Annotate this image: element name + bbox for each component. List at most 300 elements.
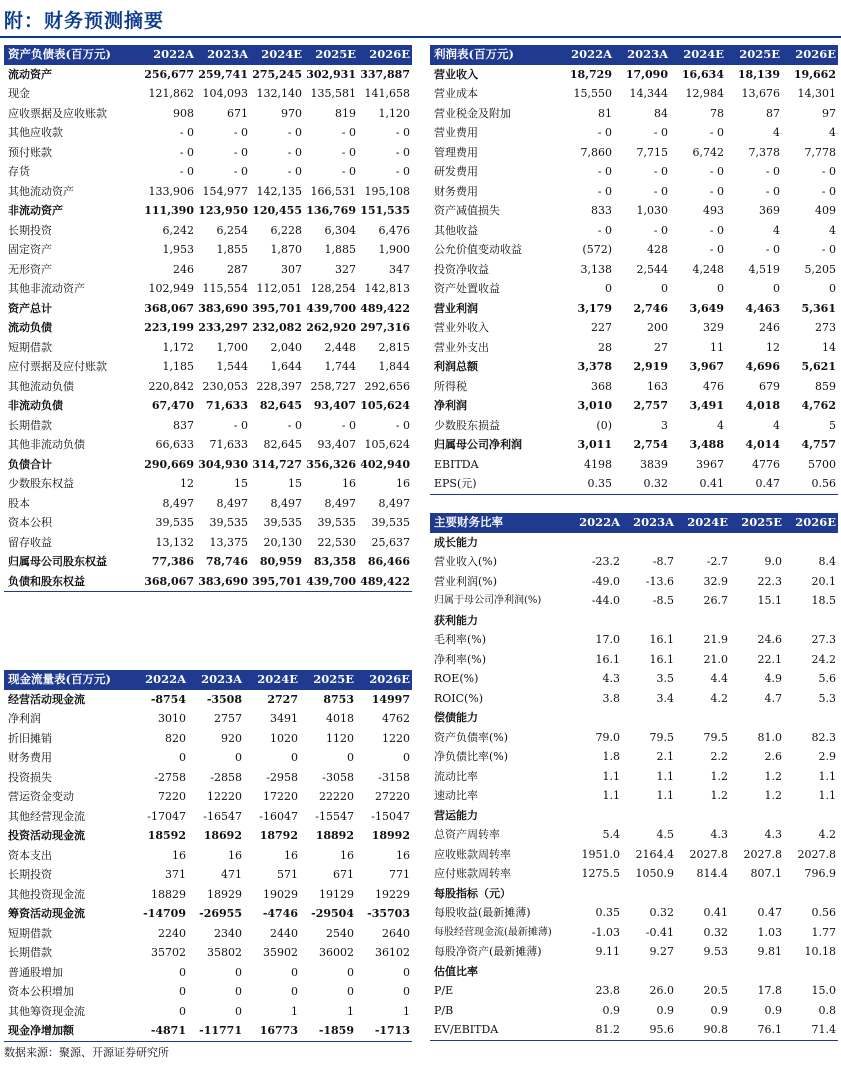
cell-value: 2027.8 — [743, 847, 782, 861]
cell-value: 7,778 — [804, 145, 836, 159]
cell-value: 814.4 — [696, 867, 728, 880]
cell-value: 4,018 — [745, 399, 780, 412]
cell-value: - 0 — [341, 165, 356, 178]
table-row — [4, 904, 412, 924]
cell-value: 1,870 — [270, 243, 302, 256]
cell-value: - 0 — [395, 418, 410, 432]
row-label: 存货 — [8, 165, 30, 178]
cell-value: 9.81 — [757, 945, 782, 958]
cell-value: 6,476 — [378, 223, 410, 237]
row-label: 财务费用 — [8, 751, 52, 764]
cell-value — [622, 806, 676, 826]
cell-value: 3,649 — [689, 301, 724, 315]
cell-value: 1,120 — [378, 106, 410, 120]
cell-value: 19029 — [263, 887, 298, 901]
cell-value: 5700 — [808, 457, 836, 471]
cell-value: 8,497 — [324, 496, 356, 510]
cell-value: - 0 — [821, 165, 836, 178]
table-row — [430, 65, 838, 85]
table-row — [430, 942, 838, 962]
cell-value: 20.5 — [703, 984, 728, 997]
row-label: 其他筹资现金流 — [8, 1004, 85, 1018]
cell-value: 0 — [291, 965, 298, 979]
table-header-row — [430, 513, 838, 533]
cell-value: 79.5 — [703, 730, 728, 744]
cell-value: 18992 — [371, 829, 410, 842]
cell-value: 16 — [342, 477, 356, 490]
cell-value — [676, 533, 730, 553]
table-row — [4, 377, 412, 397]
column-header: 2025E — [300, 670, 356, 690]
cell-value: 2757 — [214, 712, 242, 725]
row-label: 应付票据及应付账款 — [8, 360, 107, 373]
cell-value: - 0 — [287, 418, 302, 432]
row-label: 净利润 — [434, 399, 467, 412]
row-label: 营业利润(%) — [434, 574, 498, 588]
row-label: 流动资产 — [8, 67, 52, 81]
cell-value: 4,248 — [692, 262, 724, 276]
row-label: 营业收入 — [434, 67, 478, 81]
cell-value: 2640 — [382, 926, 410, 940]
cell-value: - 0 — [233, 145, 248, 159]
table-title: 现金流量表(百万元) — [4, 670, 132, 690]
cell-value: 18792 — [259, 829, 298, 842]
cell-value: 262,920 — [306, 321, 356, 334]
column-header: 2022A — [132, 670, 188, 690]
cell-value: 6,228 — [270, 223, 302, 237]
row-label: 获利能力 — [434, 613, 478, 627]
cell-value: 0.8 — [818, 1003, 836, 1017]
cell-value: 2240 — [158, 926, 186, 940]
cell-value: - 0 — [597, 126, 612, 139]
table-row — [4, 416, 412, 436]
cell-value: - 0 — [395, 165, 410, 178]
cell-value: 3.8 — [602, 691, 620, 705]
cell-value: 3.4 — [656, 691, 674, 705]
cell-value: 20,130 — [263, 535, 302, 549]
cell-value: 2540 — [326, 926, 354, 940]
row-label: 资本支出 — [8, 848, 52, 862]
cell-value: - 0 — [709, 184, 724, 198]
cell-value: 9.53 — [703, 945, 728, 958]
cell-value: 1.2 — [764, 769, 782, 783]
cell-value: 383,690 — [198, 301, 248, 315]
cell-value — [676, 806, 730, 826]
cell-value — [568, 962, 622, 982]
cell-value: 27220 — [375, 790, 410, 803]
cell-value: -2958 — [266, 770, 298, 784]
balance-grid — [4, 45, 412, 592]
row-label: 其他非流动负债 — [8, 438, 85, 451]
column-header: 2022A — [142, 45, 196, 65]
cell-value: 0.47 — [757, 906, 782, 919]
cell-value — [676, 884, 730, 904]
cell-value: 356,326 — [306, 457, 356, 471]
cell-value: -11771 — [188, 1021, 244, 1041]
table-row — [4, 826, 412, 846]
table-row — [4, 982, 412, 1002]
cell-value: - 0 — [233, 418, 248, 432]
table-row — [430, 240, 838, 260]
row-label: 营业外支出 — [434, 340, 489, 354]
row-label: 资本公积 — [8, 516, 52, 529]
cell-value: 2,040 — [270, 340, 302, 354]
cell-value: 0 — [403, 965, 410, 979]
cell-value: - 0 — [341, 418, 356, 432]
cell-value: 273 — [815, 321, 836, 334]
cell-value: 859 — [815, 379, 836, 393]
table-row — [4, 552, 412, 572]
cell-value: 476 — [703, 379, 724, 393]
cell-value: 200 — [647, 321, 668, 334]
cell-value: 1.1 — [656, 769, 674, 783]
cell-value: 1,953 — [162, 243, 194, 256]
cell-value: - 0 — [597, 165, 612, 178]
cell-value: 0 — [179, 1004, 186, 1018]
row-label: 负债合计 — [8, 457, 52, 471]
cell-value — [730, 611, 784, 631]
cell-value: 439,700 — [306, 301, 356, 315]
cell-value: 3,010 — [577, 399, 612, 412]
cell-value: 0 — [235, 1004, 242, 1018]
row-label: 无形资产 — [8, 262, 52, 276]
row-label: 普通股增加 — [8, 965, 63, 979]
cell-value: 1,744 — [324, 360, 356, 373]
cell-value: -1859 — [300, 1021, 356, 1041]
cell-value: - 0 — [765, 184, 780, 198]
cell-value: 1,030 — [636, 204, 668, 217]
row-label: 财务费用 — [434, 184, 478, 198]
cell-value: 81.2 — [568, 1020, 622, 1040]
row-label: 应收票据及应收账款 — [8, 106, 107, 120]
cell-value: 4.3 — [602, 672, 620, 685]
cell-value: 112,051 — [256, 282, 302, 295]
cell-value: 337,887 — [360, 67, 410, 81]
cell-value: 3967 — [696, 457, 724, 471]
cell-value: 22220 — [319, 790, 354, 803]
cell-value: 111,390 — [144, 204, 194, 217]
cell-value: 4762 — [382, 712, 410, 725]
cell-value: 23.8 — [595, 984, 620, 997]
cell-value: -13.6 — [645, 574, 674, 588]
cell-value: 395,701 — [250, 572, 304, 592]
cell-value: 220,842 — [148, 379, 194, 393]
cell-value: 2,754 — [633, 438, 668, 451]
table-row — [4, 338, 412, 358]
row-label: 资产减值损失 — [434, 204, 500, 217]
row-label: ROIC(%) — [434, 691, 484, 705]
table-row — [430, 318, 838, 338]
cell-value — [622, 884, 676, 904]
table-row — [4, 807, 412, 827]
cell-value: 383,690 — [196, 572, 250, 592]
cell-value: 833 — [591, 204, 612, 217]
cell-value: 0 — [235, 985, 242, 998]
row-label: 应收账款周转率 — [434, 847, 511, 861]
cell-value: -3508 — [206, 692, 242, 706]
row-label: 现金 — [8, 87, 30, 100]
cell-value: 4776 — [752, 457, 780, 471]
cell-value: 402,940 — [360, 457, 410, 471]
table-row — [430, 903, 838, 923]
cell-value: 90.8 — [676, 1020, 730, 1040]
cell-value: 8,497 — [270, 496, 302, 510]
cell-value: 796.9 — [804, 867, 836, 880]
cell-value: - 0 — [597, 184, 612, 198]
cell-value: 493 — [703, 204, 724, 217]
cell-value: 71,633 — [205, 399, 248, 412]
cell-value: 0.9 — [710, 1003, 728, 1017]
cell-value: -4746 — [262, 907, 298, 920]
table-header-row — [430, 45, 838, 65]
row-label: 少数股东损益 — [434, 418, 500, 432]
row-label: 每股净资产(最新摊薄) — [434, 945, 542, 958]
cell-value — [676, 962, 730, 982]
cell-value: 80,959 — [259, 555, 302, 568]
cell-value: 81 — [598, 106, 612, 120]
cell-value: 16773 — [244, 1021, 300, 1041]
row-label: 净利率(%) — [434, 652, 487, 666]
row-label: 其他非流动资产 — [8, 282, 85, 295]
table-row — [4, 104, 412, 124]
ratios-grid — [430, 513, 838, 1041]
cell-value: 0.32 — [614, 474, 670, 494]
cell-value: 79.5 — [649, 730, 674, 744]
cell-value — [568, 708, 622, 728]
cell-value: 3 — [661, 418, 668, 432]
cell-value: 3,488 — [689, 438, 724, 451]
row-label: 长期借款 — [8, 418, 52, 432]
cell-value: 3,491 — [689, 399, 724, 412]
cell-value: - 0 — [653, 184, 668, 198]
row-label: 资产总计 — [8, 301, 52, 315]
cell-value: - 0 — [821, 184, 836, 198]
cell-value: 5.6 — [818, 672, 836, 685]
cell-value: 128,254 — [310, 282, 356, 295]
section-row — [430, 806, 838, 826]
cell-value: 5,205 — [804, 262, 836, 276]
row-label: 估值比率 — [434, 964, 478, 978]
column-header: 2025E — [304, 45, 358, 65]
cell-value: 3491 — [270, 712, 298, 725]
cell-value: 15.0 — [811, 984, 836, 997]
cell-value: 4 — [773, 126, 780, 139]
cell-value: 489,422 — [358, 572, 412, 592]
cell-value — [730, 884, 784, 904]
table-row — [430, 104, 838, 124]
table-row — [4, 162, 412, 182]
row-label: 少数股东权益 — [8, 477, 74, 490]
table-row — [430, 299, 838, 319]
cell-value: 163 — [647, 379, 668, 393]
cell-value: 28 — [598, 340, 612, 354]
cell-value: - 0 — [395, 145, 410, 159]
cell-value — [568, 806, 622, 826]
cell-value: 4,757 — [801, 438, 836, 451]
row-label: 投资损失 — [8, 770, 52, 784]
cell-value — [622, 611, 676, 631]
row-label: 其他应收款 — [8, 126, 63, 139]
row-label: 总资产周转率 — [434, 828, 500, 841]
cell-value: - 0 — [653, 165, 668, 178]
cell-value — [784, 533, 838, 553]
row-label: 归属母公司净利润 — [434, 438, 522, 451]
cell-value: -3058 — [322, 770, 354, 784]
table-row — [430, 201, 838, 221]
cell-value: 133,906 — [148, 184, 194, 198]
table-row — [430, 864, 838, 884]
table-row — [4, 299, 412, 319]
table-row — [430, 357, 838, 377]
table-row — [4, 143, 412, 163]
table-row — [4, 885, 412, 905]
cell-value: 329 — [703, 321, 724, 334]
cell-value: 16.1 — [595, 652, 620, 666]
cell-value: -23.2 — [591, 555, 620, 568]
row-label: EPS(元) — [430, 474, 558, 494]
cell-value: 571 — [277, 868, 298, 881]
cell-value: 819 — [335, 106, 356, 120]
cell-value: 0 — [403, 751, 410, 764]
cell-value: 1.1 — [602, 789, 620, 802]
cell-value: 93,407 — [317, 438, 356, 451]
cell-value: 2.6 — [764, 750, 782, 763]
cell-value: 292,656 — [364, 379, 410, 393]
cell-value: 0.41 — [670, 474, 726, 494]
table-row — [4, 84, 412, 104]
table-row — [430, 923, 838, 943]
table-row — [430, 338, 838, 358]
cell-value: 16.1 — [649, 652, 674, 666]
cell-value: -16047 — [259, 809, 298, 823]
cell-value: - 0 — [709, 126, 724, 139]
row-label: 净利润 — [8, 712, 41, 725]
column-header: 2026E — [356, 670, 412, 690]
cell-value: 0.56 — [782, 474, 838, 494]
cell-value: 12,984 — [685, 87, 724, 100]
cell-value: 154,977 — [202, 184, 248, 198]
cell-value: (572) — [582, 243, 612, 256]
table-row — [4, 690, 412, 710]
cell-value: 304,930 — [198, 457, 248, 471]
section-row — [430, 962, 838, 982]
cell-value: 8.4 — [818, 555, 836, 568]
table-row — [430, 786, 838, 806]
cell-value: 287 — [227, 262, 248, 276]
cell-value: 0 — [661, 282, 668, 295]
table-row — [4, 65, 412, 85]
table-row — [4, 924, 412, 944]
cell-value: 0 — [347, 985, 354, 998]
cell-value: 228,397 — [256, 379, 302, 393]
cell-value: 1,644 — [270, 360, 302, 373]
row-label: 折旧摊销 — [8, 731, 52, 745]
cell-value: 233,297 — [198, 321, 248, 334]
cell-value: 82,645 — [259, 399, 302, 412]
column-header: 2023A — [614, 45, 670, 65]
cell-value: 0.9 — [602, 1003, 620, 1017]
cell-value: 135,581 — [310, 87, 356, 100]
cell-value: 0 — [347, 751, 354, 764]
cell-value: 2440 — [270, 926, 298, 940]
row-label: 投资净收益 — [434, 262, 489, 276]
cell-value: -2.7 — [706, 555, 728, 568]
cell-value: 230,053 — [202, 379, 248, 393]
cell-value: 39,535 — [317, 516, 356, 529]
row-label: 资本公积增加 — [8, 985, 74, 998]
row-label: 营业外收入 — [434, 321, 489, 334]
cell-value: - 0 — [597, 223, 612, 237]
column-header: 2024E — [670, 45, 726, 65]
cell-value: 1,544 — [216, 360, 248, 373]
row-label: 营运能力 — [434, 808, 478, 822]
cell-value: 2.9 — [818, 750, 836, 763]
cell-value: 1,900 — [378, 243, 410, 256]
table-row — [4, 709, 412, 729]
cell-value: 66,633 — [155, 438, 194, 451]
cell-value: 1,172 — [162, 340, 194, 354]
table-row — [430, 552, 838, 572]
column-header: 2025E — [730, 513, 784, 533]
row-label: 归属母公司股东权益 — [8, 555, 107, 568]
table-row — [4, 748, 412, 768]
cell-value: 2727 — [267, 692, 298, 706]
table-row — [4, 123, 412, 143]
cell-value: 115,554 — [202, 282, 248, 295]
cell-value: 1.8 — [602, 750, 620, 763]
cell-value: 1,885 — [324, 243, 356, 256]
table-row — [430, 143, 838, 163]
cell-value: 1.2 — [764, 789, 782, 802]
cell-value — [730, 533, 784, 553]
table-row — [4, 729, 412, 749]
title-divider — [0, 36, 841, 38]
cell-value: 7,378 — [748, 145, 780, 159]
cell-value: 20.1 — [811, 574, 836, 588]
cell-value: -8.7 — [652, 555, 674, 568]
cell-value: 6,304 — [324, 223, 356, 237]
table-row — [430, 591, 838, 611]
cell-value: 4198 — [584, 457, 612, 471]
cell-value: 6,254 — [216, 223, 248, 237]
cell-value: 1.77 — [811, 925, 836, 939]
cell-value: 39,535 — [263, 516, 302, 529]
cell-value: 4.4 — [710, 672, 728, 685]
data-source-note: 数据来源：聚源、开源证券研究所 — [4, 1046, 169, 1059]
table-row — [4, 182, 412, 202]
cell-value: 4.3 — [710, 828, 728, 841]
cell-value: 0 — [717, 282, 724, 295]
table-row — [430, 767, 838, 787]
cell-value: 13,676 — [741, 87, 780, 100]
cell-value: 15.1 — [757, 594, 782, 607]
cell-value: 4 — [829, 126, 836, 139]
cell-value: 3,011 — [577, 438, 612, 451]
cell-value: - 0 — [287, 165, 302, 178]
cell-value: 19,662 — [793, 67, 836, 81]
row-label: 其他经营现金流 — [8, 809, 85, 823]
cell-value: 0.35 — [595, 906, 620, 919]
cell-value: 123,950 — [198, 204, 248, 217]
cell-value: 97 — [822, 106, 836, 120]
cell-value: 3010 — [158, 712, 186, 725]
cell-value — [676, 708, 730, 728]
cell-value: 22,530 — [317, 535, 356, 549]
cell-value: 84 — [654, 106, 668, 120]
cell-value: 2164.4 — [635, 847, 674, 861]
table-row — [430, 474, 838, 494]
row-label: 应付账款周转率 — [434, 867, 511, 880]
